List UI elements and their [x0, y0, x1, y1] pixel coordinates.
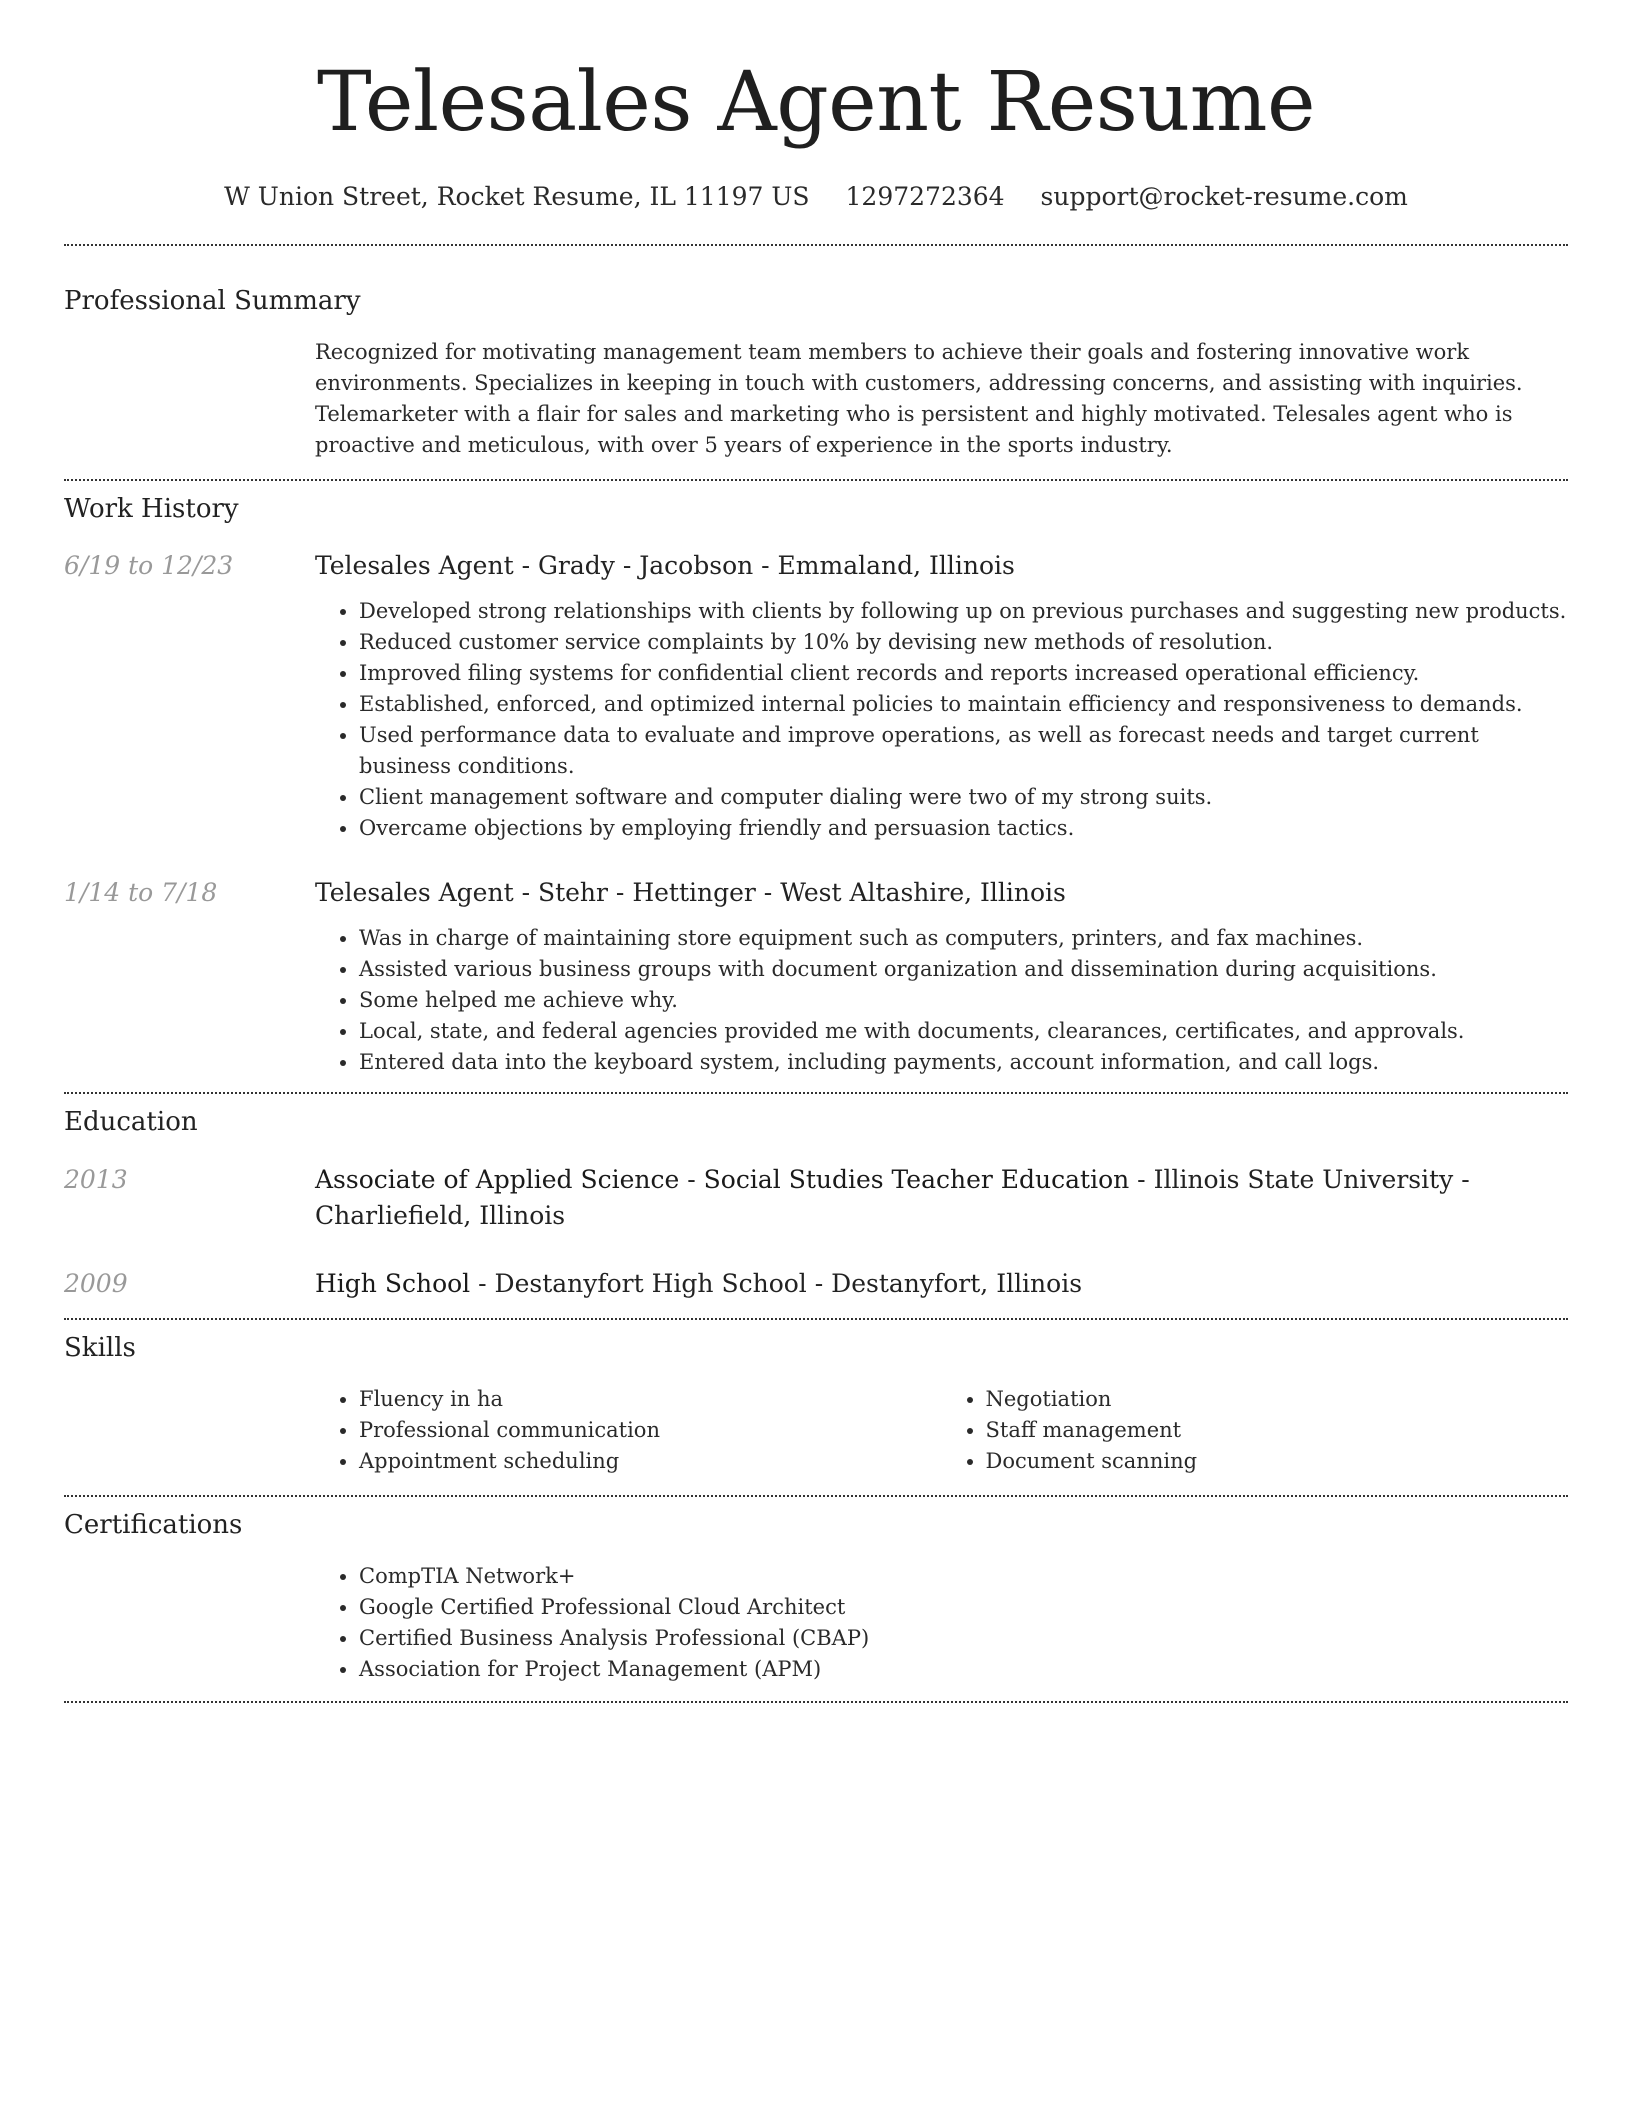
list-item: • Established, enforced, and optimized internal policies to maintain efficiency and responsiveness to demands. — [359, 689, 1568, 720]
contact-address: W Union Street, Rocket Resume, IL 11197 US — [224, 182, 810, 211]
list-item: • Association for Project Management (APM) — [359, 1654, 1568, 1685]
education-school: Illinois State University — [1153, 1165, 1454, 1194]
education-title: Associate of Applied Science - Social Studies Teacher Education - Illinois State University - Charliefield, Illinois — [315, 1165, 1470, 1230]
contact-email: support@rocket-resume.com — [1040, 182, 1408, 211]
divider — [64, 1701, 1568, 1703]
job-dates: 1/14 to 7/18 — [64, 878, 218, 907]
list-item: • Improved filing systems for confidential client records and reports increased operational efficiency. — [359, 658, 1568, 689]
list-item: • Developed strong relationships with clients by following up on previous purchases and suggesting new products. — [359, 596, 1568, 627]
resume-title: Telesales Agent Resume — [317, 55, 1315, 150]
list-item: • Negotiation — [986, 1384, 1569, 1415]
job-dates: 6/19 to 12/23 — [64, 551, 234, 580]
list-item: • Some helped me achieve why. — [359, 985, 1568, 1016]
education-school: Destanyfort High School — [494, 1269, 807, 1298]
education-heading: Education — [64, 1107, 198, 1137]
certifications-list — [315, 1561, 1568, 1685]
list-item: • Appointment scheduling — [359, 1446, 942, 1477]
list-item: • Assisted various business groups with document organization and dissemination during acquisitions. — [359, 954, 1568, 985]
certifications-section — [64, 1497, 1568, 1685]
job-entry — [64, 548, 1568, 844]
education-entry — [64, 1162, 1568, 1234]
list-item: • Was in charge of maintaining store equipment such as computers, printers, and fax machines. — [359, 923, 1568, 954]
work-history-heading: Work History — [64, 494, 239, 524]
summary-section — [64, 246, 1568, 461]
skills-list-left — [315, 1384, 942, 1477]
list-item: • Certified Business Analysis Professional (CBAP) — [359, 1623, 1568, 1654]
education-title: High School - Destanyfort High School - Destanyfort, Illinois — [315, 1269, 1083, 1298]
certifications-heading: Certifications — [64, 1510, 243, 1540]
education-degree: High School — [315, 1269, 471, 1298]
education-location: Charliefield, Illinois — [315, 1201, 566, 1230]
education-entry — [64, 1266, 1568, 1302]
summary-text: Recognized for motivating management team members to achieve their goals and fostering innovative work environments. Specializes in keeping in touch with customers, addressing concerns, and assisting with inquiries. Telemarketer with a flair for sales and marketing who is persistent and highly motivated. Telesales agent who is proactive and meticulous, with over 5 years of experience in the sports industry. — [315, 340, 1523, 457]
contact-line — [64, 180, 1568, 214]
job-bullets — [315, 923, 1568, 1078]
list-item: • Google Certified Professional Cloud Architect — [359, 1592, 1568, 1623]
resume-page — [64, 0, 1568, 1703]
list-item: • Reduced customer service complaints by 10% by devising new methods of resolution. — [359, 627, 1568, 658]
summary-heading: Professional Summary — [64, 286, 361, 316]
skills-heading: Skills — [64, 1333, 136, 1363]
education-location: Destanyfort, Illinois — [831, 1269, 1083, 1298]
work-history-section — [64, 481, 1568, 1078]
list-item: • Entered data into the keyboard system, including payments, account information, and call logs. — [359, 1047, 1568, 1078]
list-item: • Client management software and computer dialing were two of my strong suits. — [359, 782, 1568, 813]
list-item: • Professional communication — [359, 1415, 942, 1446]
list-item: • Fluency in ha — [359, 1384, 942, 1415]
education-field: Social Studies Teacher Education — [703, 1165, 1130, 1194]
job-title: Telesales Agent - Stehr - Hettinger - West Altashire, Illinois — [315, 878, 1066, 907]
job-entry — [64, 875, 1568, 1078]
list-item: • Overcame objections by employing friendly and persuasion tactics. — [359, 813, 1568, 844]
list-item: • Staff management — [986, 1415, 1569, 1446]
list-item: • Document scanning — [986, 1446, 1569, 1477]
skills-section — [64, 1320, 1568, 1477]
list-item: • CompTIA Network+ — [359, 1561, 1568, 1592]
skills-list-right — [942, 1384, 1569, 1477]
job-title: Telesales Agent - Grady - Jacobson - Emmaland, Illinois — [315, 551, 1015, 580]
list-item: • Used performance data to evaluate and improve operations, as well as forecast needs and target current business conditions. — [359, 720, 1568, 782]
education-section — [64, 1094, 1568, 1302]
job-bullets — [315, 596, 1568, 844]
education-year: 2013 — [64, 1165, 128, 1194]
education-degree: Associate of Applied Science — [315, 1165, 680, 1194]
education-year: 2009 — [64, 1269, 128, 1298]
list-item: • Local, state, and federal agencies provided me with documents, clearances, certificates, and approvals. — [359, 1016, 1568, 1047]
contact-phone: 1297272364 — [845, 182, 1005, 211]
